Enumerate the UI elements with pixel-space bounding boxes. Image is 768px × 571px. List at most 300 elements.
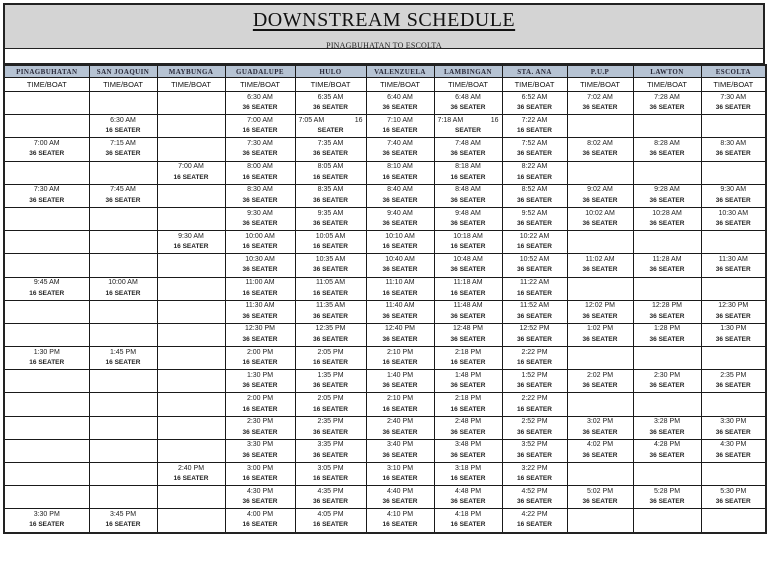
departure-time: 10:48 AM (453, 255, 483, 263)
schedule-cell (295, 231, 366, 254)
schedule-row (4, 486, 766, 509)
departure-time: 8:00 AM (247, 163, 273, 171)
boat-capacity: 36 SEATER (517, 451, 552, 459)
boat-capacity: 16 SEATER (382, 289, 418, 297)
boat-capacity: 36 SEATER (105, 196, 141, 204)
departure-time: 1:35 PM (317, 371, 344, 379)
time-boat-label: TIME/BOAT (4, 78, 89, 92)
schedule-cell (295, 393, 366, 416)
departure-time: 2:10 PM (386, 348, 414, 356)
departure-time: 4:02 PM (586, 441, 614, 449)
schedule-cell (701, 254, 766, 277)
schedule-cell (366, 138, 434, 161)
departure-time: 9:30 AM (247, 209, 273, 217)
schedule-cell (502, 370, 567, 393)
departure-time: 8:10 AM (387, 163, 413, 171)
departure-time: 10:02 AM (585, 209, 615, 217)
boat-capacity: 36 SEATER (517, 335, 552, 343)
schedule-cell (157, 231, 225, 254)
time-boat-label: TIME/BOAT (633, 78, 701, 92)
station-header: GUADALUPE (225, 65, 295, 78)
boat-capacity: 36 SEATER (582, 382, 618, 390)
departure-time: 2:02 PM (586, 371, 614, 379)
schedule-cell (567, 207, 633, 230)
departure-time: 1:40 PM (386, 371, 414, 379)
schedule-cell (366, 416, 434, 439)
boat-capacity: 16 SEATER (517, 475, 552, 483)
boat-capacity: 36 SEATER (582, 451, 618, 459)
schedule-cell (225, 416, 295, 439)
schedule-cell (434, 509, 502, 533)
schedule-cell (366, 370, 434, 393)
boat-capacity: 36 SEATER (450, 312, 486, 320)
boat-capacity: 36 SEATER (649, 335, 685, 343)
schedule-cell (157, 254, 225, 277)
schedule-cell (295, 207, 366, 230)
boat-capacity: 16 SEATER (242, 521, 278, 529)
schedule-cell (4, 347, 89, 370)
departure-time: 10:52 AM (519, 255, 550, 263)
departure-time: 2:30 PM (653, 371, 681, 379)
schedule-cell (701, 439, 766, 462)
schedule-row (4, 161, 766, 184)
schedule-cell (295, 370, 366, 393)
schedule-cell (157, 207, 225, 230)
boat-capacity: 36 SEATER (382, 266, 418, 274)
boat-capacity: 16 SEATER (517, 521, 552, 529)
schedule-cell (633, 300, 701, 323)
schedule-cell (157, 138, 225, 161)
boat-capacity: 36 SEATER (649, 382, 685, 390)
schedule-cell (89, 115, 157, 138)
schedule-body (4, 92, 766, 533)
schedule-cell (89, 416, 157, 439)
departure-time: 7:22 AM (521, 116, 548, 124)
departure-time: 8:48 AM (455, 186, 481, 194)
boat-capacity: 16 SEATER (313, 289, 348, 297)
schedule-cell (157, 300, 225, 323)
schedule-cell (502, 463, 567, 486)
boat-capacity: 16 SEATER (382, 243, 418, 251)
boat-capacity: 36 SEATER (715, 428, 751, 436)
departure-time: 11:40 AM (385, 302, 415, 310)
schedule-cell (434, 138, 502, 161)
departure-time: 1:45 PM (109, 348, 137, 356)
schedule-cell (157, 347, 225, 370)
boat-capacity: 36 SEATER (382, 498, 418, 506)
schedule-cell (225, 509, 295, 533)
departure-time: 12:28 PM (652, 302, 682, 310)
boat-capacity: 36 SEATER (649, 104, 685, 112)
schedule-cell (434, 115, 502, 138)
schedule-cell (701, 347, 766, 370)
departure-time: 5:02 PM (586, 487, 614, 495)
departure-time: 11:00 AM (245, 279, 275, 287)
boat-capacity: 36 SEATER (715, 335, 751, 343)
schedule-cell (366, 486, 434, 509)
schedule-cell (366, 207, 434, 230)
page-title: DOWNSTREAM SCHEDULE (252, 9, 516, 31)
boat-capacity: 36 SEATER (582, 428, 618, 436)
schedule-cell (225, 92, 295, 115)
schedule-row (4, 254, 766, 277)
departure-time: 12:48 PM (453, 325, 483, 333)
boat-capacity: 36 SEATER (242, 451, 278, 459)
schedule-cell (157, 370, 225, 393)
boat-capacity: 16 SEATER (517, 289, 552, 297)
boat-capacity: 36 SEATER (382, 428, 418, 436)
schedule-row (4, 370, 766, 393)
schedule-cell (633, 184, 701, 207)
departure-time: 11:22 AM (519, 279, 550, 287)
boat-capacity: 36 SEATER (313, 104, 348, 112)
schedule-cell (567, 161, 633, 184)
departure-time: 8:28 AM (654, 139, 680, 147)
schedule-row (4, 416, 766, 439)
departure-time: 7:00 AM (33, 139, 60, 147)
schedule-cell (89, 347, 157, 370)
schedule-cell (366, 115, 434, 138)
schedule-cell (567, 184, 633, 207)
schedule-cell (4, 323, 89, 346)
schedule-cell (89, 207, 157, 230)
schedule-cell (4, 509, 89, 533)
boat-capacity: 16 SEATER (242, 475, 278, 483)
schedule-cell (157, 115, 225, 138)
boat-capacity: 36 SEATER (582, 220, 618, 228)
schedule-cell (701, 370, 766, 393)
departure-time: 3:30 PM (720, 418, 747, 426)
schedule-cell (89, 184, 157, 207)
boat-capacity: 16 SEATER (382, 127, 418, 135)
boat-capacity: 36 SEATER (517, 312, 552, 320)
schedule-cell (434, 300, 502, 323)
schedule-cell (434, 439, 502, 462)
boat-capacity: 16 SEATER (450, 173, 486, 181)
schedule-cell (434, 416, 502, 439)
schedule-cell (4, 92, 89, 115)
departure-time: 11:10 AM (385, 279, 415, 287)
schedule-cell (502, 277, 567, 300)
boat-capacity: 16 SEATER (517, 359, 552, 367)
schedule-cell (567, 509, 633, 533)
schedule-cell (701, 138, 766, 161)
departure-time: 11:52 AM (519, 302, 550, 310)
schedule-cell (225, 254, 295, 277)
departure-time: 4:05 PM (317, 510, 344, 518)
boat-capacity: SEATER (317, 127, 344, 135)
boat-capacity: 36 SEATER (29, 150, 65, 158)
schedule-cell (157, 277, 225, 300)
schedule-cell (633, 486, 701, 509)
boat-capacity: 16 SEATER (173, 475, 209, 483)
boat-capacity: 36 SEATER (649, 498, 685, 506)
departure-time: 7:30 AM (33, 186, 60, 194)
departure-time: 7:28 AM (654, 93, 680, 101)
schedule-cell (89, 393, 157, 416)
boat-capacity: 16 SEATER (450, 475, 486, 483)
schedule-cell (434, 254, 502, 277)
schedule-cell (157, 463, 225, 486)
schedule-row (4, 184, 766, 207)
departure-time: 8:02 AM (587, 139, 613, 147)
schedule-cell (502, 439, 567, 462)
departure-time: 1:30 PM (33, 348, 60, 356)
boat-capacity: 36 SEATER (517, 104, 552, 112)
boat-capacity: 36 SEATER (517, 266, 552, 274)
boat-capacity: 36 SEATER (715, 451, 751, 459)
departure-time: 10:00 AM (108, 279, 138, 287)
schedule-cell (89, 323, 157, 346)
schedule-cell (701, 393, 766, 416)
boat-capacity: 36 SEATER (242, 196, 278, 204)
schedule-cell (502, 416, 567, 439)
boat-capacity: 16 SEATER (173, 173, 209, 181)
boat-capacity: 36 SEATER (242, 220, 278, 228)
departure-time: 2:35 PM (720, 371, 747, 379)
schedule-cell (89, 463, 157, 486)
schedule-cell (701, 323, 766, 346)
schedule-cell (89, 439, 157, 462)
schedule-row (4, 115, 766, 138)
departure-time: 9:35 AM (317, 209, 344, 217)
schedule-cell (366, 92, 434, 115)
departure-time: 10:30 AM (718, 209, 749, 217)
boat-capacity: 36 SEATER (313, 196, 348, 204)
schedule-cell (89, 161, 157, 184)
schedule-cell (4, 254, 89, 277)
departure-time: 3:40 PM (386, 441, 414, 449)
schedule-cell (567, 486, 633, 509)
departure-time: 2:40 PM (386, 418, 414, 426)
departure-time: 7:00 AM (247, 116, 273, 124)
boat-capacity: 16 SEATER (382, 475, 418, 483)
schedule-cell (4, 231, 89, 254)
schedule-cell (567, 138, 633, 161)
schedule-cell (434, 463, 502, 486)
boat-capacity: 36 SEATER (715, 382, 751, 390)
schedule-cell (366, 463, 434, 486)
departure-time: 7:48 AM (455, 139, 481, 147)
boat-capacity: 36 SEATER (313, 266, 348, 274)
boat-capacity: 16 SEATER (450, 521, 486, 529)
schedule-cell (502, 161, 567, 184)
departure-time: 9:30 AM (720, 186, 747, 194)
schedule-row (4, 509, 766, 533)
departure-time: 3:35 PM (317, 441, 344, 449)
departure-time: 8:05 AM (317, 163, 344, 171)
boat-capacity: 16 SEATER (242, 127, 278, 135)
schedule-cell (225, 184, 295, 207)
departure-time: 9:48 AM (455, 209, 481, 217)
departure-time: 7:30 AM (247, 139, 273, 147)
schedule-cell (567, 439, 633, 462)
boat-capacity: 36 SEATER (450, 451, 486, 459)
departure-time: 2:05 PM (317, 348, 344, 356)
departure-time: 7:40 AM (387, 139, 413, 147)
schedule-cell (225, 393, 295, 416)
boat-capacity: 36 SEATER (313, 451, 348, 459)
departure-time: 6:52 AM (521, 93, 548, 101)
station-header: PINAGBUHATAN (4, 65, 89, 78)
departure-time: 12:30 PM (245, 325, 275, 333)
departure-time: 2:48 PM (454, 418, 482, 426)
schedule-cell (157, 393, 225, 416)
boat-capacity: 16 SEATER (105, 359, 141, 367)
departure-time: 8:18 AM (455, 163, 481, 171)
schedule-cell (4, 463, 89, 486)
boat-capacity: 36 SEATER (313, 382, 348, 390)
schedule-cell (567, 370, 633, 393)
departure-time: 10:30 AM (245, 255, 275, 263)
schedule-cell (434, 92, 502, 115)
departure-time: 11:48 AM (453, 302, 483, 310)
boat-capacity: 36 SEATER (313, 335, 348, 343)
schedule-cell (701, 509, 766, 533)
schedule-cell (502, 92, 567, 115)
schedule-cell (502, 184, 567, 207)
boat-capacity: 36 SEATER (582, 266, 618, 274)
station-header: LAWTON (633, 65, 701, 78)
boat-capacity: 16 SEATER (517, 405, 552, 413)
schedule-cell (502, 347, 567, 370)
departure-time: 4:10 PM (386, 510, 414, 518)
departure-time: 9:02 AM (587, 186, 613, 194)
boat-capacity: 36 SEATER (450, 220, 486, 228)
time-text: 7:05 AM (298, 116, 325, 124)
schedule-cell (225, 347, 295, 370)
schedule-cell (4, 486, 89, 509)
schedule-cell (225, 138, 295, 161)
schedule-cell (366, 277, 434, 300)
departure-time: 10:40 AM (385, 255, 415, 263)
schedule-cell (633, 370, 701, 393)
departure-time: 2:00 PM (246, 395, 274, 403)
boat-capacity: 36 SEATER (715, 266, 751, 274)
schedule-cell (4, 300, 89, 323)
title-banner (3, 3, 765, 49)
departure-time: 3:02 PM (586, 418, 614, 426)
boat-capacity: 36 SEATER (517, 196, 552, 204)
schedule-cell (225, 439, 295, 462)
departure-time: 2:40 PM (177, 464, 205, 472)
schedule-cell (567, 231, 633, 254)
schedule-cell (701, 300, 766, 323)
boat-capacity: 36 SEATER (517, 382, 552, 390)
departure-time: 1:28 PM (653, 325, 681, 333)
time-boat-label: TIME/BOAT (567, 78, 633, 92)
schedule-cell (157, 486, 225, 509)
schedule-cell (295, 115, 366, 138)
schedule-cell (434, 184, 502, 207)
departure-time: 7:15 AM (110, 139, 136, 147)
schedule-cell (502, 486, 567, 509)
departure-time: 3:30 PM (246, 441, 274, 449)
schedule-cell (295, 347, 366, 370)
schedule-cell (295, 463, 366, 486)
schedule-cell (567, 300, 633, 323)
time-boat-label: TIME/BOAT (295, 78, 366, 92)
departure-time (296, 116, 366, 127)
departure-time: 1:30 PM (720, 325, 747, 333)
boat-capacity: 16 SEATER (450, 243, 486, 251)
boat-capacity: 36 SEATER (313, 220, 348, 228)
schedule-cell (225, 161, 295, 184)
schedule-cell (366, 184, 434, 207)
schedule-cell (434, 323, 502, 346)
station-header: HULO (295, 65, 366, 78)
schedule-cell (567, 416, 633, 439)
schedule-cell (366, 161, 434, 184)
departure-time: 5:30 PM (720, 487, 747, 495)
boat-capacity: 16 SEATER (517, 243, 552, 251)
departure-time: 4:18 PM (454, 510, 482, 518)
boat-capacity: 16 SEATER (517, 127, 552, 135)
schedule-cell (295, 300, 366, 323)
time-boat-label: TIME/BOAT (366, 78, 434, 92)
departure-time: 2:10 PM (386, 395, 414, 403)
boat-capacity: 16 SEATER (450, 359, 486, 367)
time-boat-label: TIME/BOAT (701, 78, 766, 92)
schedule-cell (633, 161, 701, 184)
departure-time: 10:00 AM (245, 232, 275, 240)
schedule-table (3, 64, 767, 534)
departure-time: 2:35 PM (317, 418, 344, 426)
departure-time: 3:05 PM (317, 464, 344, 472)
schedule-cell (157, 323, 225, 346)
schedule-cell (225, 486, 295, 509)
schedule-cell (295, 509, 366, 533)
station-header: STA. ANA (502, 65, 567, 78)
schedule-row (4, 138, 766, 161)
boat-capacity: 36 SEATER (517, 150, 552, 158)
boat-capacity: 16 SEATER (450, 405, 486, 413)
schedule-cell (502, 300, 567, 323)
seat-count: 16 (354, 116, 363, 124)
departure-time: 4:35 PM (317, 487, 344, 495)
schedule-cell (157, 439, 225, 462)
schedule-cell (701, 486, 766, 509)
boat-capacity: 36 SEATER (649, 428, 685, 436)
departure-time: 3:00 PM (246, 464, 274, 472)
schedule-cell (89, 486, 157, 509)
schedule-cell (701, 184, 766, 207)
departure-time: 4:30 PM (246, 487, 274, 495)
schedule-cell (4, 416, 89, 439)
schedule-cell (4, 370, 89, 393)
boat-capacity: 36 SEATER (649, 220, 685, 228)
schedule-cell (502, 115, 567, 138)
schedule-cell (701, 231, 766, 254)
schedule-cell (701, 161, 766, 184)
schedule-cell (4, 207, 89, 230)
schedule-cell (567, 92, 633, 115)
boat-capacity: 16 SEATER (173, 243, 209, 251)
boat-capacity: 36 SEATER (450, 150, 486, 158)
boat-capacity: 36 SEATER (382, 196, 418, 204)
schedule-cell (633, 463, 701, 486)
time-text: 7:18 AM (437, 116, 464, 124)
boat-capacity: 36 SEATER (29, 196, 65, 204)
schedule-cell (157, 416, 225, 439)
boat-capacity: SEATER (455, 127, 481, 135)
boat-capacity: 36 SEATER (382, 451, 418, 459)
departure-time: 3:30 PM (33, 510, 60, 518)
boat-capacity: 36 SEATER (715, 312, 751, 320)
departure-time: 11:30 AM (245, 302, 275, 310)
boat-capacity: 36 SEATER (242, 498, 278, 506)
boat-capacity: 36 SEATER (242, 335, 278, 343)
